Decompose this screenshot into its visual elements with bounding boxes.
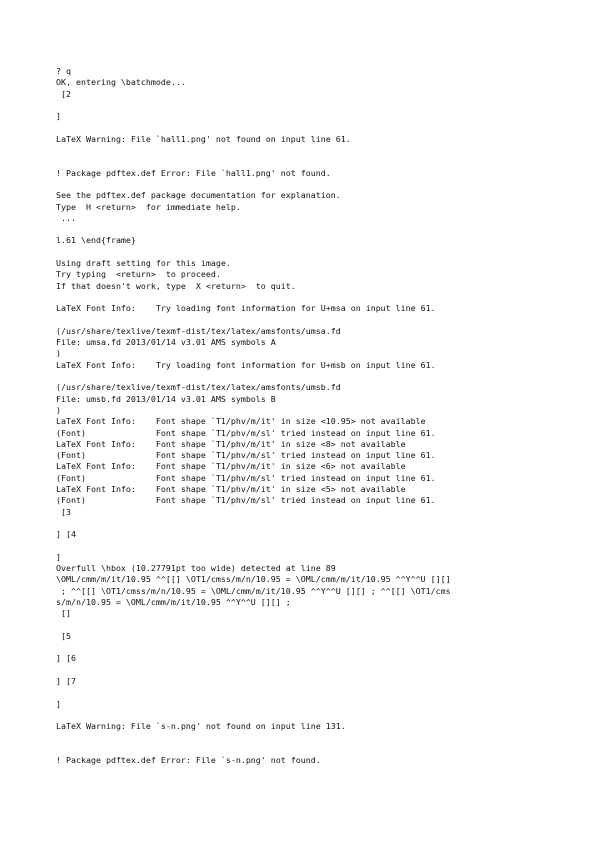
log-line [56, 620, 586, 631]
log-line [56, 744, 586, 755]
log-line: OK, entering \batchmode... [56, 77, 186, 88]
log-line [56, 540, 586, 551]
log-line: (/usr/share/texlive/texmf-dist/tex/latex/amsfonts/umsb.fd [56, 382, 341, 393]
log-line: (/usr/share/texlive/texmf-dist/tex/latex/amsfonts/umsa.fd [56, 325, 341, 336]
log-line: LaTeX Font Info: Font shape `T1/phv/m/it' in size <5> not available [56, 483, 406, 494]
log-line: ] [4 [56, 529, 76, 540]
log-line: [2 [56, 88, 71, 99]
log-line: Try typing <return> to proceed. [56, 269, 221, 280]
log-line: ) [56, 404, 61, 415]
log-line: ! Package pdftex.def Error: File `s-n.png' not found. [56, 755, 321, 766]
log-line: LaTeX Font Info: Try loading font information for U+msa on input line 61. [56, 303, 436, 314]
log-line: ] [6 [56, 653, 76, 664]
log-line [56, 145, 586, 156]
log-line [56, 179, 586, 190]
log-line: ! Package pdftex.def Error: File `hall1.png' not found. [56, 167, 331, 178]
log-line: l.61 \end{frame} [56, 235, 136, 246]
log-line [56, 292, 586, 303]
log-line [56, 710, 586, 721]
log-line: LaTeX Font Info: Try loading font information for U+msb on input line 61. [56, 359, 436, 370]
log-line [56, 642, 586, 653]
log-line [56, 371, 586, 382]
log-line: ) [56, 348, 61, 359]
log-line: (Font) Font shape `T1/phv/m/sl' tried instead on input line 61. [56, 427, 436, 438]
log-line [56, 665, 586, 676]
log-line: \OML/cmm/m/it/10.95 ^^[[] \OT1/cmss/m/n/10.95 = \OML/cmm/m/it/10.95 ^^Y^^U [][] [56, 574, 451, 585]
log-line [56, 100, 586, 111]
log-line: s/m/n/10.95 = \OML/cmm/m/it/10.95 ^^Y^^U [][] ; [56, 596, 291, 607]
log-line: LaTeX Warning: File `s-n.png' not found on input line 131. [56, 721, 346, 732]
log-line: (Font) Font shape `T1/phv/m/sl' tried instead on input line 61. [56, 495, 436, 506]
log-line [56, 224, 586, 235]
log-line [56, 247, 586, 258]
log-line: ; ^^[[] \OT1/cmss/m/n/10.95 = \OML/cmm/m/it/10.95 ^^Y^^U [][] ; ^^[[] \OT1/cms [56, 585, 451, 596]
log-line: ] [56, 551, 61, 562]
log-line: [5 [56, 630, 71, 641]
log-line: ] [56, 698, 61, 709]
log-line [56, 315, 586, 326]
log-line: LaTeX Font Info: Font shape `T1/phv/m/it' in size <8> not available [56, 438, 406, 449]
log-line: Overfull \hbox (10.27791pt too wide) detected at line 89 [56, 563, 336, 574]
log-line: Using draft setting for this image. [56, 258, 231, 269]
log-line: ] [56, 111, 61, 122]
log-line [56, 156, 586, 167]
log-line: (Font) Font shape `T1/phv/m/sl' tried instead on input line 61. [56, 472, 436, 483]
log-line [56, 733, 586, 744]
log-line: ? q [56, 66, 71, 76]
log-line: ] [7 [56, 676, 76, 687]
log-line [56, 687, 586, 698]
log-line [56, 518, 586, 529]
log-line: Type H <return> for immediate help. [56, 201, 241, 212]
log-line: File: umsb.fd 2013/01/14 v3.01 AMS symbols B [56, 393, 276, 404]
latex-log-text [56, 66, 586, 766]
log-line [56, 122, 586, 133]
log-line: File: umsa.fd 2013/01/14 v3.01 AMS symbols A [56, 337, 276, 348]
log-line: LaTeX Font Info: Font shape `T1/phv/m/it' in size <10.95> not available [56, 416, 426, 427]
log-line: LaTeX Warning: File `hall1.png' not found on input line 61. [56, 133, 351, 144]
log-line: [] [56, 608, 71, 619]
log-line: See the pdftex.def package documentation for explanation. [56, 190, 341, 201]
log-line: ... [56, 212, 76, 223]
log-line: (Font) Font shape `T1/phv/m/sl' tried instead on input line 61. [56, 450, 436, 461]
log-line: [3 [56, 506, 71, 517]
log-line: If that doesn't work, type X <return> to quit. [56, 280, 296, 291]
log-line: LaTeX Font Info: Font shape `T1/phv/m/it' in size <6> not available [56, 461, 406, 472]
